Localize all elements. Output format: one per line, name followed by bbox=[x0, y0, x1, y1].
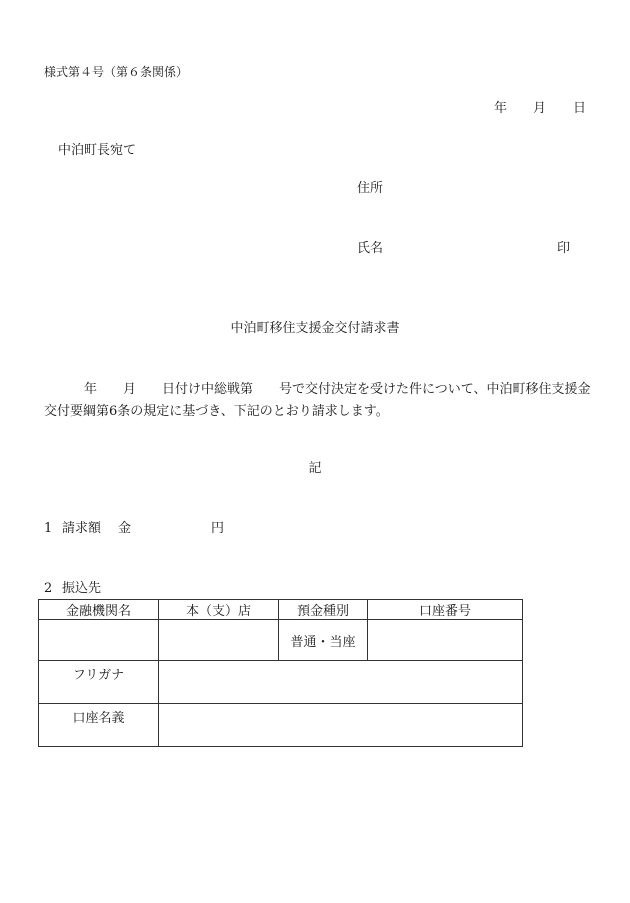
deposit-type-cell[interactable]: 普通・当座 bbox=[279, 620, 368, 661]
request-body-text: 年 月 日付け中総戦第 号で交付決定を受けた件について、中泊町移住支援金交付要綱第6条の規定に基づき、下記のとおり請求します。 bbox=[44, 382, 591, 419]
form-number: 様式第４号（第６条関係） bbox=[44, 65, 189, 79]
header-account-number: 口座番号 bbox=[368, 600, 523, 620]
date-year: 年 bbox=[494, 101, 508, 116]
item1-label: 請求額 bbox=[62, 521, 102, 536]
branch-cell[interactable] bbox=[159, 620, 279, 661]
table-row bbox=[39, 704, 523, 747]
furigana-cell[interactable] bbox=[159, 661, 523, 704]
item2-number: 2 bbox=[44, 581, 53, 596]
addressee: 中泊町長宛て bbox=[58, 143, 137, 158]
account-number-cell[interactable] bbox=[368, 620, 523, 661]
table-row bbox=[39, 620, 523, 661]
bank-name-cell[interactable] bbox=[39, 620, 159, 661]
header-bank-name: 金融機関名 bbox=[39, 600, 159, 620]
name-label: 氏名 bbox=[357, 241, 384, 256]
table-row bbox=[39, 661, 523, 704]
furigana-label: フリガナ bbox=[39, 661, 159, 704]
date-month: 月 bbox=[533, 101, 547, 116]
item1-number: 1 bbox=[44, 521, 53, 536]
bank-account-table bbox=[38, 599, 523, 747]
item1-en: 円 bbox=[211, 521, 225, 536]
account-holder-label: 口座名義 bbox=[39, 704, 159, 747]
ki-heading: 記 bbox=[308, 461, 322, 476]
seal-mark: 印 bbox=[557, 241, 571, 256]
address-label: 住所 bbox=[357, 181, 384, 196]
date-day: 日 bbox=[573, 101, 587, 116]
account-holder-cell[interactable] bbox=[159, 704, 523, 747]
item2-label: 振込先 bbox=[62, 581, 102, 596]
table-header-row bbox=[39, 600, 523, 620]
document-title: 中泊町移住支援金交付請求書 bbox=[230, 321, 400, 336]
header-branch: 本（支）店 bbox=[159, 600, 279, 620]
header-deposit-type: 預金種別 bbox=[279, 600, 368, 620]
item1-kin: 金 bbox=[118, 521, 132, 536]
